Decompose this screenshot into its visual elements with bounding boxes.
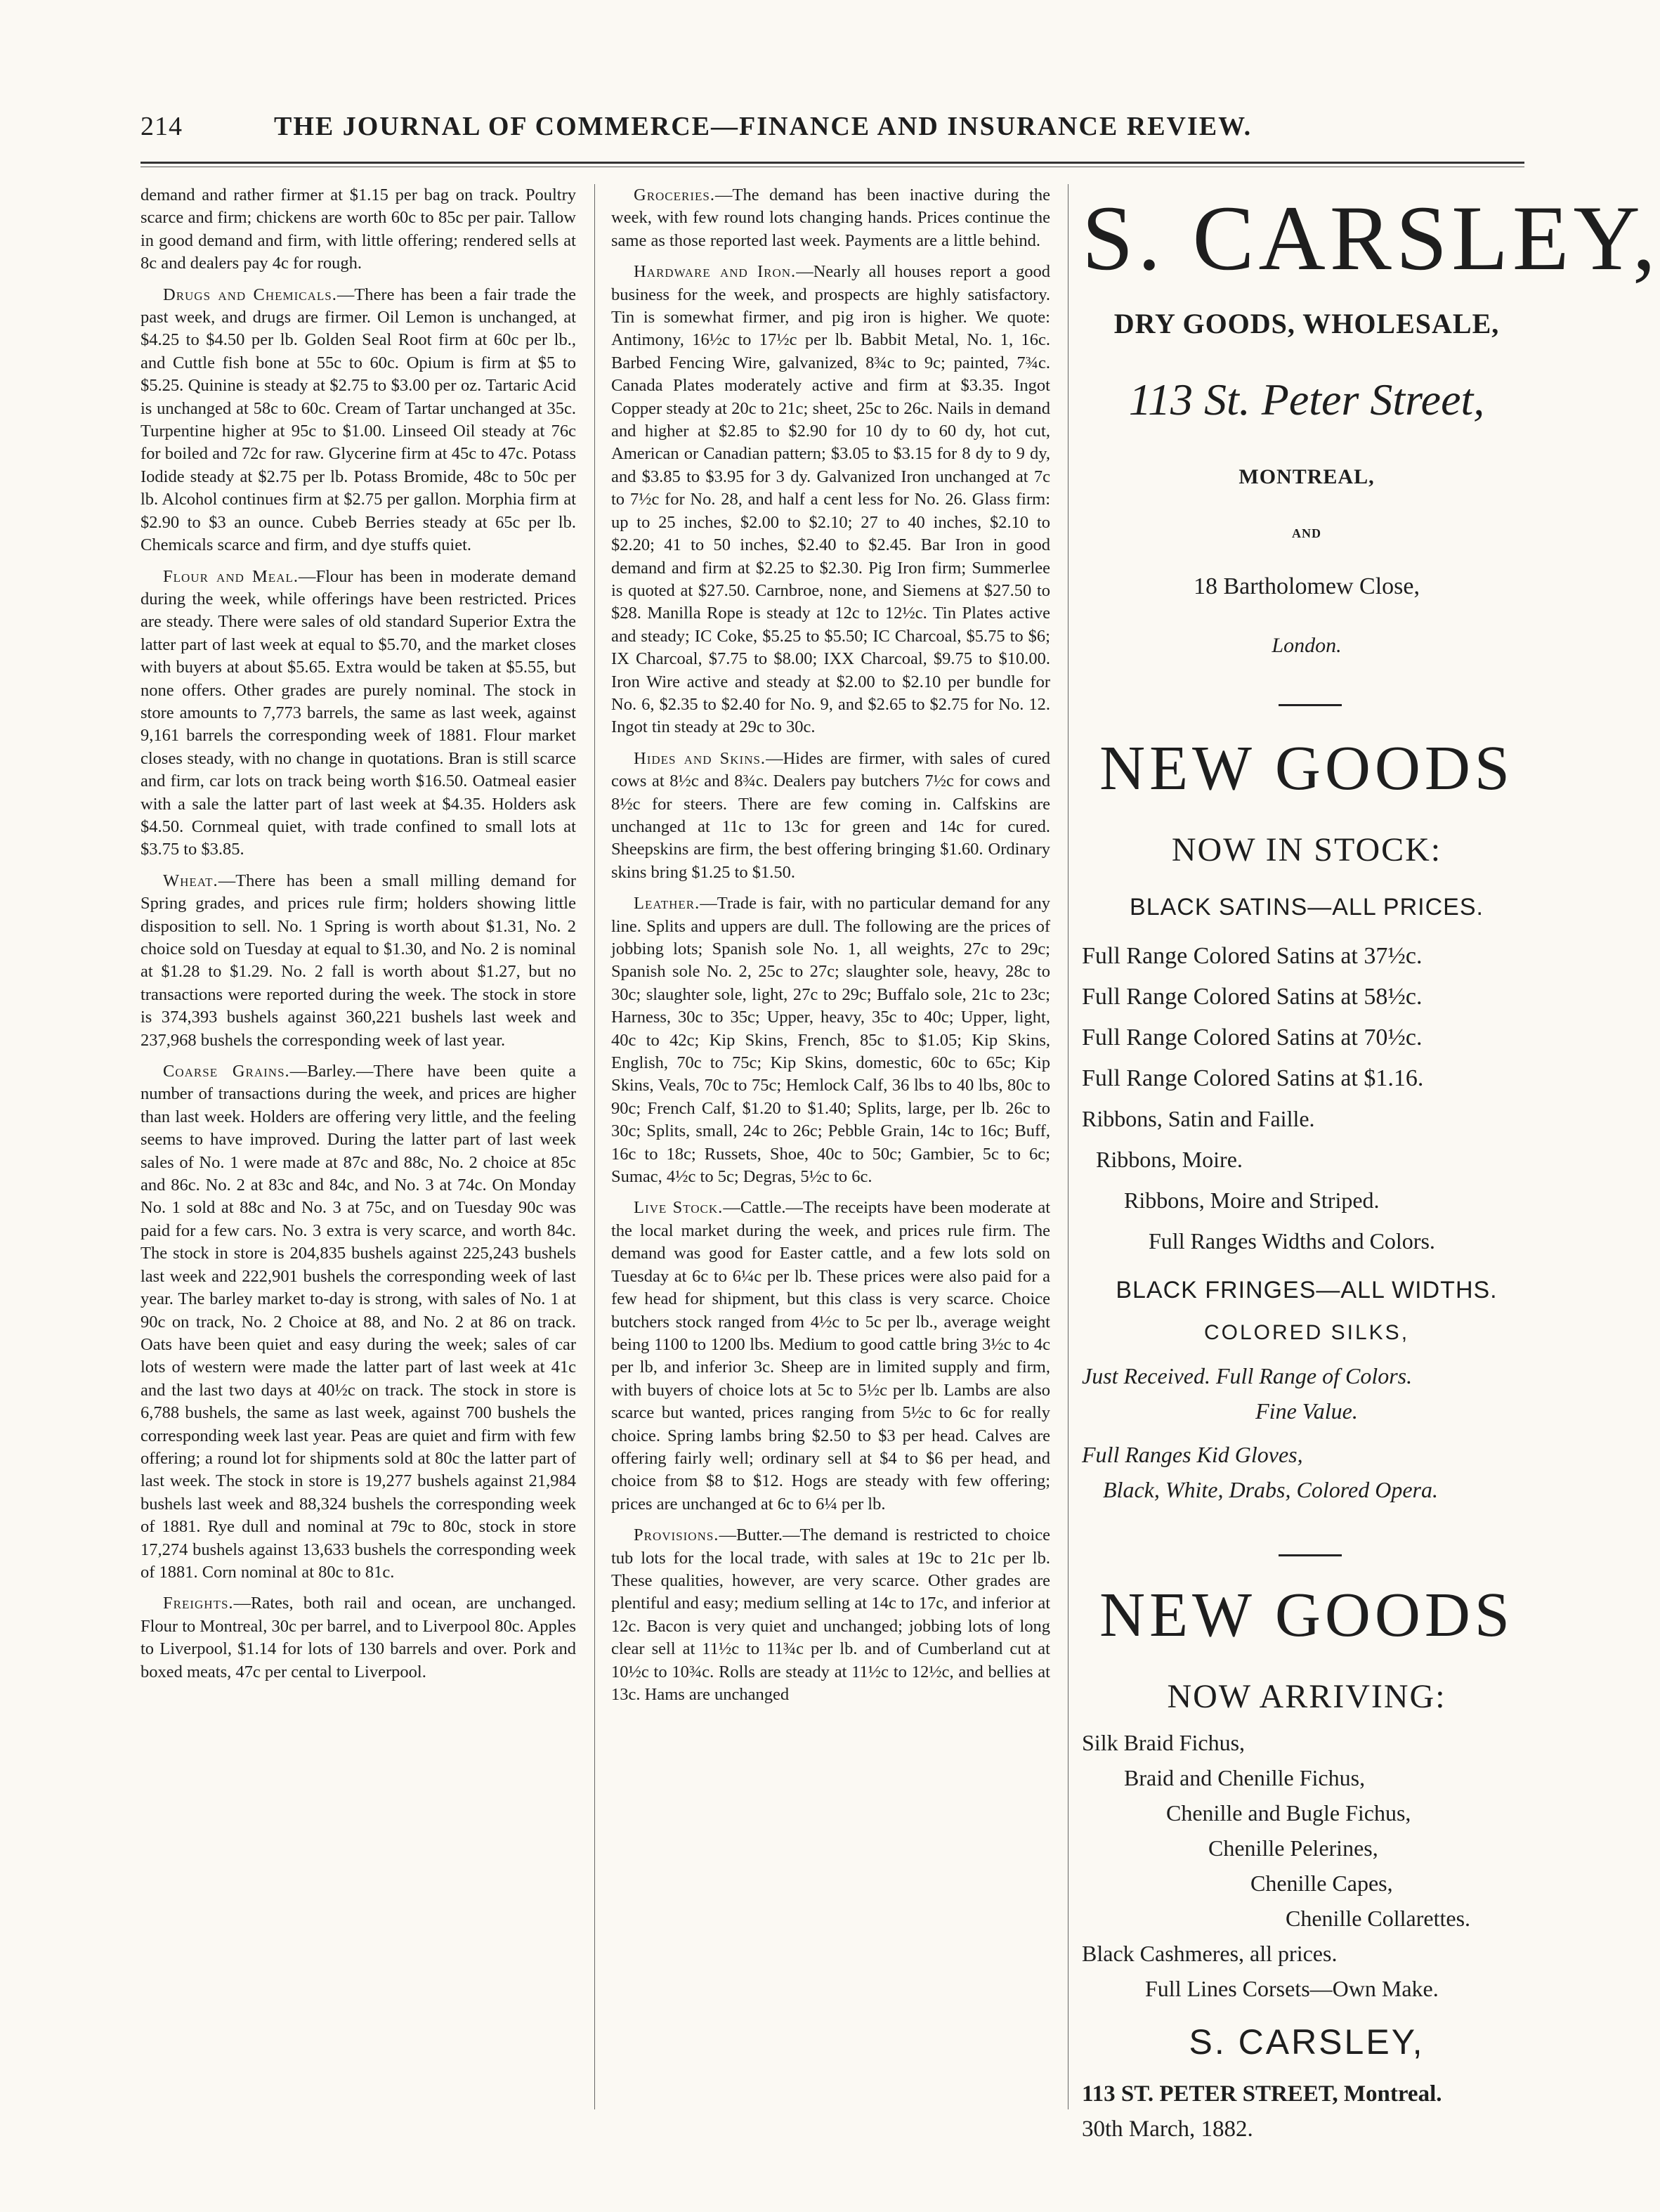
ad-corsets: Full Lines Corsets—Own Make. bbox=[1145, 1976, 1439, 2001]
section-head: Hardware and Iron. bbox=[634, 262, 797, 282]
paragraph: Provisions.—Butter.—The demand is restricted to choice tub lots for the local trade, with sales at 19c to 21c per lb. These qualities, however, are very scarce. Other grades are plentiful and easy; medium selling at 14c to 17c, and inferior at 12c. Bacon is very quiet and unchanged; jobbing lots of long clear sell at 11½c to 11¾c per lb. and of Cumberland cut at 10½c to 10¾c. Rolls are steady at 11½c to 12½c, and bellies at 13c. Hams are unchanged bbox=[611, 1525, 1050, 1704]
section-head: Coarse Grains. bbox=[163, 1062, 290, 1081]
paragraph: Hides and Skins.—Hides are firmer, with sales of cured cows at 8½c and 8¾c. Dealers pay butchers 7½c for cows and 8½c for steers. There are few coming in. Calfskins are unchanged at 11c to 13c for green and 14c for cured. Sheepskins are firm, the best offering bringing $1.60. Ordinary skins bring $1.25 to $1.50. bbox=[611, 748, 1050, 882]
section-head: Groceries. bbox=[634, 186, 715, 204]
ad-date: 30th March, 1882. bbox=[1082, 2116, 1253, 2142]
paragraph: Live Stock.—Cattle.—The receipts have been moderate at the local market during the week, and prices rule firm. The demand was good for Easter cattle, and a few lots sold on Tuesday at 6c to 6¼c per lb. These prices were also paid for a few head for shipment, but this class is very scarce. Choice butchers stock ranged from 4½c to 5c per lb., average weight being 1100 to 1200 lbs. Medium to good cattle bring 3½c to 4c per lb, and inferior 3c. Sheep are in limited supply and firm, with buyers of choice lots at 5c to 5½c per lb. Lambs are also scarce but wanted, prices ranging from 5½c to 6c for really choice. Spring lambs bring $2.50 to $3 per head. Calves are offering fairly well; ordinary sell at $4 to $6 per head, and choice from $8 to $12. Hogs are steady with few offering; prices are unchanged at 6c to 6¼ per lb. bbox=[611, 1198, 1050, 1514]
ad-fringes: BLACK FRINGES—ALL WIDTHS. bbox=[1116, 1277, 1498, 1303]
ad-ribbons: Ribbons, Satin and Faille. bbox=[1082, 1106, 1315, 1131]
ad-just-received: Just Received. Full Range of Colors. bbox=[1082, 1363, 1413, 1388]
paragraph: Leather.—Trade is fair, with no particular demand for any line. Splits and uppers are dull. The following are the prices of jobbing lots; Spanish sole No. 1, all weights, 27c to 29c; Spanish sole No. 2, 25c to 27c; slaughter sole, heavy, 28c to 30c; slaughter sole, light, 27c to 29c; Buffalo sole, 21c to 23c; Harness, 30c to 35c; Upper, heavy, 35c to 40c; Upper, light, 40c to 42c; Kip Skins, French, 85c to $1.05; Kip Skins, English, 70c to 75c; Kip Skins, domestic, 60c to 65c; Kip Skins, Veals, 70c to 75c; Hemlock Calf, 36 lbs to 40 lbs, 80c to 90c; French Calf, $1.20 to $1.40; Splits, large, per lb. 26c to 30c; Splits, small, 24c to 26c; Pebble Grain, 14c to 16c; Buff, 16c to 18c; Russets, Shoe, 40c to 50c; Gambier, 5c to 6c; Sumac, 4½c to 5c; Degras, 5½c to 6c. bbox=[611, 894, 1050, 1187]
column-1 bbox=[140, 184, 576, 2180]
ad-and: AND bbox=[1292, 526, 1321, 540]
ad-new-goods-heading: NEW GOODS bbox=[1099, 1580, 1514, 1650]
ad-satin-price: Full Range Colored Satins at 70½c. bbox=[1082, 1024, 1423, 1050]
paragraph: Coarse Grains.—Barley.—There have been quite a number of transactions during the week, and prices are higher than last week. Holders are offering very little, and the feeling seems to have improved. During the latter part of last week sales of No. 1 were made at 87c and 88c, No. 2 choice at 85c and 86c. No. 2 at 83c and 84c, and No. 3 at 74c. On Monday No. 1 sold at 88c and No. 3 at 75c, and on Tuesday 90c was paid for a few cars. No. 3 extra is very scarce, and worth 84c. The stock in store is 204,835 bushels against 225,243 bushels last week and 222,901 bushels the corresponding week of last year. The barley market to-day is strong, with sales of No. 1 at 90c on track, No. 2 Choice at 88, and No. 2 at 86 on track. Oats have been quiet and easy during the week; sales of car lots of western were made the latter part of last week at 41c and the last two days at 40½c on track. The stock in store is 6,788 bushels, the same as last week, against 700 bushels the corresponding week last year. Peas are quiet and firm with few offering; a round lot for shipments sold at 80c the latter part of last week. The stock in store is 19,277 bushels against 21,984 bushels last week and 88,324 bushels the corresponding week of 1881. Rye dull and nominal at 79c to 80c, stock in store 17,274 bushels against 13,633 bushels the corresponding week of 1881. Corn nominal at 80c to 81c. bbox=[140, 1062, 576, 1582]
ad-arriving-item: Chenille and Bugle Fichus, bbox=[1166, 1800, 1411, 1826]
ad-firm-name: S. CARSLEY, bbox=[1082, 186, 1660, 289]
ad-in-stock-heading: NOW IN STOCK: bbox=[1171, 831, 1442, 868]
section-head: Drugs and Chemicals. bbox=[163, 285, 337, 304]
ad-new-goods-heading: NEW GOODS bbox=[1099, 734, 1514, 803]
page-number: 214 bbox=[140, 112, 183, 141]
section-head: Flour and Meal. bbox=[163, 566, 299, 586]
ad-arriving-item: Chenille Pelerines, bbox=[1208, 1835, 1378, 1861]
ad-subtitle: DRY GOODS, WHOLESALE, bbox=[1113, 308, 1500, 339]
ad-arriving-item: Chenille Capes, bbox=[1250, 1871, 1393, 1896]
ad-ribbons: Full Ranges Widths and Colors. bbox=[1149, 1228, 1435, 1254]
paragraph: Hardware and Iron.—Nearly all houses report a good business for the week, and prospects are highly satisfactory. Tin is somewhat firmer, and pig iron is higher. We quote: Antimony, 16½c to 17½c per lb. Babbit Metal, No. 1, 16c. Barbed Fencing Wire, galvanized, 8¾c to 9c; painted, 7¾c. Canada Plates moderately active and firm at $3.35. Ingot Copper steady at 20c to 21c; sheet, 25c to 26c. Nails in demand and higher at $2.85 to $2.90 for 10 dy to 60 dy, hot cut, American or Canadian pattern; $3.05 to $3.15 for 8 dy to 9 dy, and $3.85 to $3.95 for 3 dy. Galvanized Iron unchanged at 7c to 7½c for No. 28, and half a cent less for No. 26. Glass firm: up to 25 inches, $2.00 to $2.10; 27 to 40 inches, $2.10 to $2.20; 41 to 50 inches, $2.40 to $2.45. Bar Iron in good demand and firm at $2.25 to $2.30. Pig Iron firm; Summerlee is quoted at $27.50. Carnbroe, none, and Siemens at $27.50 to $28. Manilla Rope is steady at 12c to 12½c. Tin Plates active and steady; IC Coke, $5.25 to $5.50; IC Charcoal, $5.75 to $6; IX Charcoal, $7.75 to $8.00; IXX Charcoal, $9.75 to $10.00. Iron Wire active and steady at $2.00 to $2.10 per bundle for No. 6, $2.35 to $2.40 for No. 9, and $2.65 to $2.75 for No. 12. Ingot tin steady at 29c to 30c. bbox=[611, 262, 1050, 737]
ad-ribbons: Ribbons, Moire and Striped. bbox=[1124, 1188, 1380, 1213]
ad-arriving-item: Silk Braid Fichus, bbox=[1082, 1730, 1246, 1755]
ad-address-2: 18 Bartholomew Close, bbox=[1193, 573, 1420, 599]
ad-satin-price: Full Range Colored Satins at 58½c. bbox=[1082, 984, 1423, 1010]
section-head: Leather. bbox=[634, 894, 700, 913]
ad-divider bbox=[1279, 1554, 1342, 1556]
ad-satin-price: Full Range Colored Satins at $1.16. bbox=[1082, 1065, 1424, 1091]
ad-city-2: London. bbox=[1272, 634, 1342, 657]
carsley-advertisement bbox=[1082, 184, 1660, 2109]
section-head: Hides and Skins. bbox=[634, 748, 766, 768]
column-2 bbox=[611, 184, 1050, 2180]
ad-cashmeres: Black Cashmeres, all prices. bbox=[1082, 1941, 1338, 1966]
section-head: Wheat. bbox=[163, 871, 218, 890]
ad-city: MONTREAL, bbox=[1239, 465, 1375, 488]
ad-kid-gloves: Full Ranges Kid Gloves, bbox=[1082, 1442, 1303, 1467]
ad-ribbons: Ribbons, Moire. bbox=[1096, 1147, 1243, 1172]
paragraph: demand and rather firmer at $1.15 per bag on track. Poultry scarce and firm; chickens are worth 60c to 85c per pair. Tallow in good demand and firm, with little offering; rendered sells at 8c and dealers pay 4c for rough. bbox=[140, 186, 576, 273]
ad-arriving-item: Chenille Collarettes. bbox=[1286, 1906, 1471, 1931]
paragraph: Wheat.—There has been a small milling demand for Spring grades, and prices rule firm; holders showing little disposition to sell. No. 1 Spring is worth about $1.31, No. 2 choice sold on Tuesday at equal to $1.30, and No. 2 is nominal at $1.28 to $1.29. No. 2 fall is worth about $1.27, but no transactions were reported during the week. The stock in store is 374,393 bushels against 360,221 bushels last week and 237,968 bushels the corresponding week of last year. bbox=[140, 871, 576, 1050]
ad-arriving-heading: NOW ARRIVING: bbox=[1167, 1678, 1446, 1715]
ad-black-satins: BLACK SATINS—ALL PRICES. bbox=[1130, 894, 1484, 920]
ad-satin-price: Full Range Colored Satins at 37½c. bbox=[1082, 943, 1423, 969]
paragraph: Drugs and Chemicals.—There has been a fair trade the past week, and drugs are firmer. Oil Lemon is unchanged, at $4.25 to $4.50 per lb. Golden Seal Root firm at 60c per lb., and Cuttle fish bone at 55c to 60c. Opium is firm at $5 to $5.25. Quinine is steady at $2.75 to $3.00 per oz. Tartaric Acid is unchanged at 58c to 60c. Cream of Tartar unchanged at 35c. Turpentine higher at 95c to $1.00. Linseed Oil steady at 76c for boiled and 72c for raw. Glycerine firm at 45c to 47c. Potass Iodide steady at $2.75 per lb. Potass Bromide, 48c to 50c per lb. Alcohol continues firm at $2.75 per gallon. Morphia firm at $2.90 to $3 an ounce. Cubeb Berries steady at 65c per lb. Chemicals scarce and firm, and dye stuffs quiet. bbox=[140, 285, 576, 555]
ad-glove-colors: Black, White, Drabs, Colored Opera. bbox=[1103, 1477, 1438, 1502]
ad-arriving-item: Braid and Chenille Fichus, bbox=[1124, 1765, 1366, 1790]
section-head: Freights. bbox=[163, 1594, 234, 1613]
paragraph: Flour and Meal.—Flour has been in moderate demand during the week, while offerings have been restricted. Prices are steady. There were sales of old standard Superior Extra the latter part of last week at equal to $5.70, and the market closes with buyers at about $5.65. Extra would be taken at $5.55, but none offers. Other grades are purely nominal. The stock in store amounts to 7,773 barrels, the same as last week, against 9,161 barrels the corresponding week of 1881. Flour market closes steady, with no change in quotations. Bran is still scarce and firm, car lots on track being worth $16.50. Oatmeal easier with a sale the latter part of last week at $4.35. Holders ask $4.50. Cornmeal quiet, with trade confined to small lots at $3.75 to $3.85. bbox=[140, 566, 576, 859]
paragraph: Groceries.—The demand has been inactive during the week, with few round lots changing hands. Prices continue the same as those reported last week. Payments are a little behind. bbox=[611, 186, 1050, 250]
section-head: Live Stock. bbox=[634, 1198, 724, 1218]
ad-fine-value: Fine Value. bbox=[1255, 1398, 1358, 1424]
paragraph: Freights.—Rates, both rail and ocean, are unchanged. Flour to Montreal, 30c per barrel, and to Liverpool 80c. Apples to Liverpool, $1.14 for lots of 130 barrels and over. Pork and boxed meats, 47c per cental to Liverpool. bbox=[140, 1594, 576, 1681]
ad-signature-name: S. CARSLEY, bbox=[1189, 2022, 1425, 2062]
column-divider bbox=[594, 184, 595, 2109]
ad-colored-silks: COLORED SILKS, bbox=[1203, 1321, 1410, 1344]
ad-divider bbox=[1279, 704, 1342, 706]
section-head: Provisions. bbox=[634, 1525, 719, 1545]
header-rule bbox=[140, 162, 1524, 167]
ad-signature-address: 113 ST. PETER STREET, Montreal. bbox=[1082, 2081, 1442, 2107]
ad-address: 113 St. Peter Street, bbox=[1128, 375, 1485, 424]
running-head: THE JOURNAL OF COMMERCE—FINANCE AND INSURANCE REVIEW. bbox=[274, 112, 1253, 141]
